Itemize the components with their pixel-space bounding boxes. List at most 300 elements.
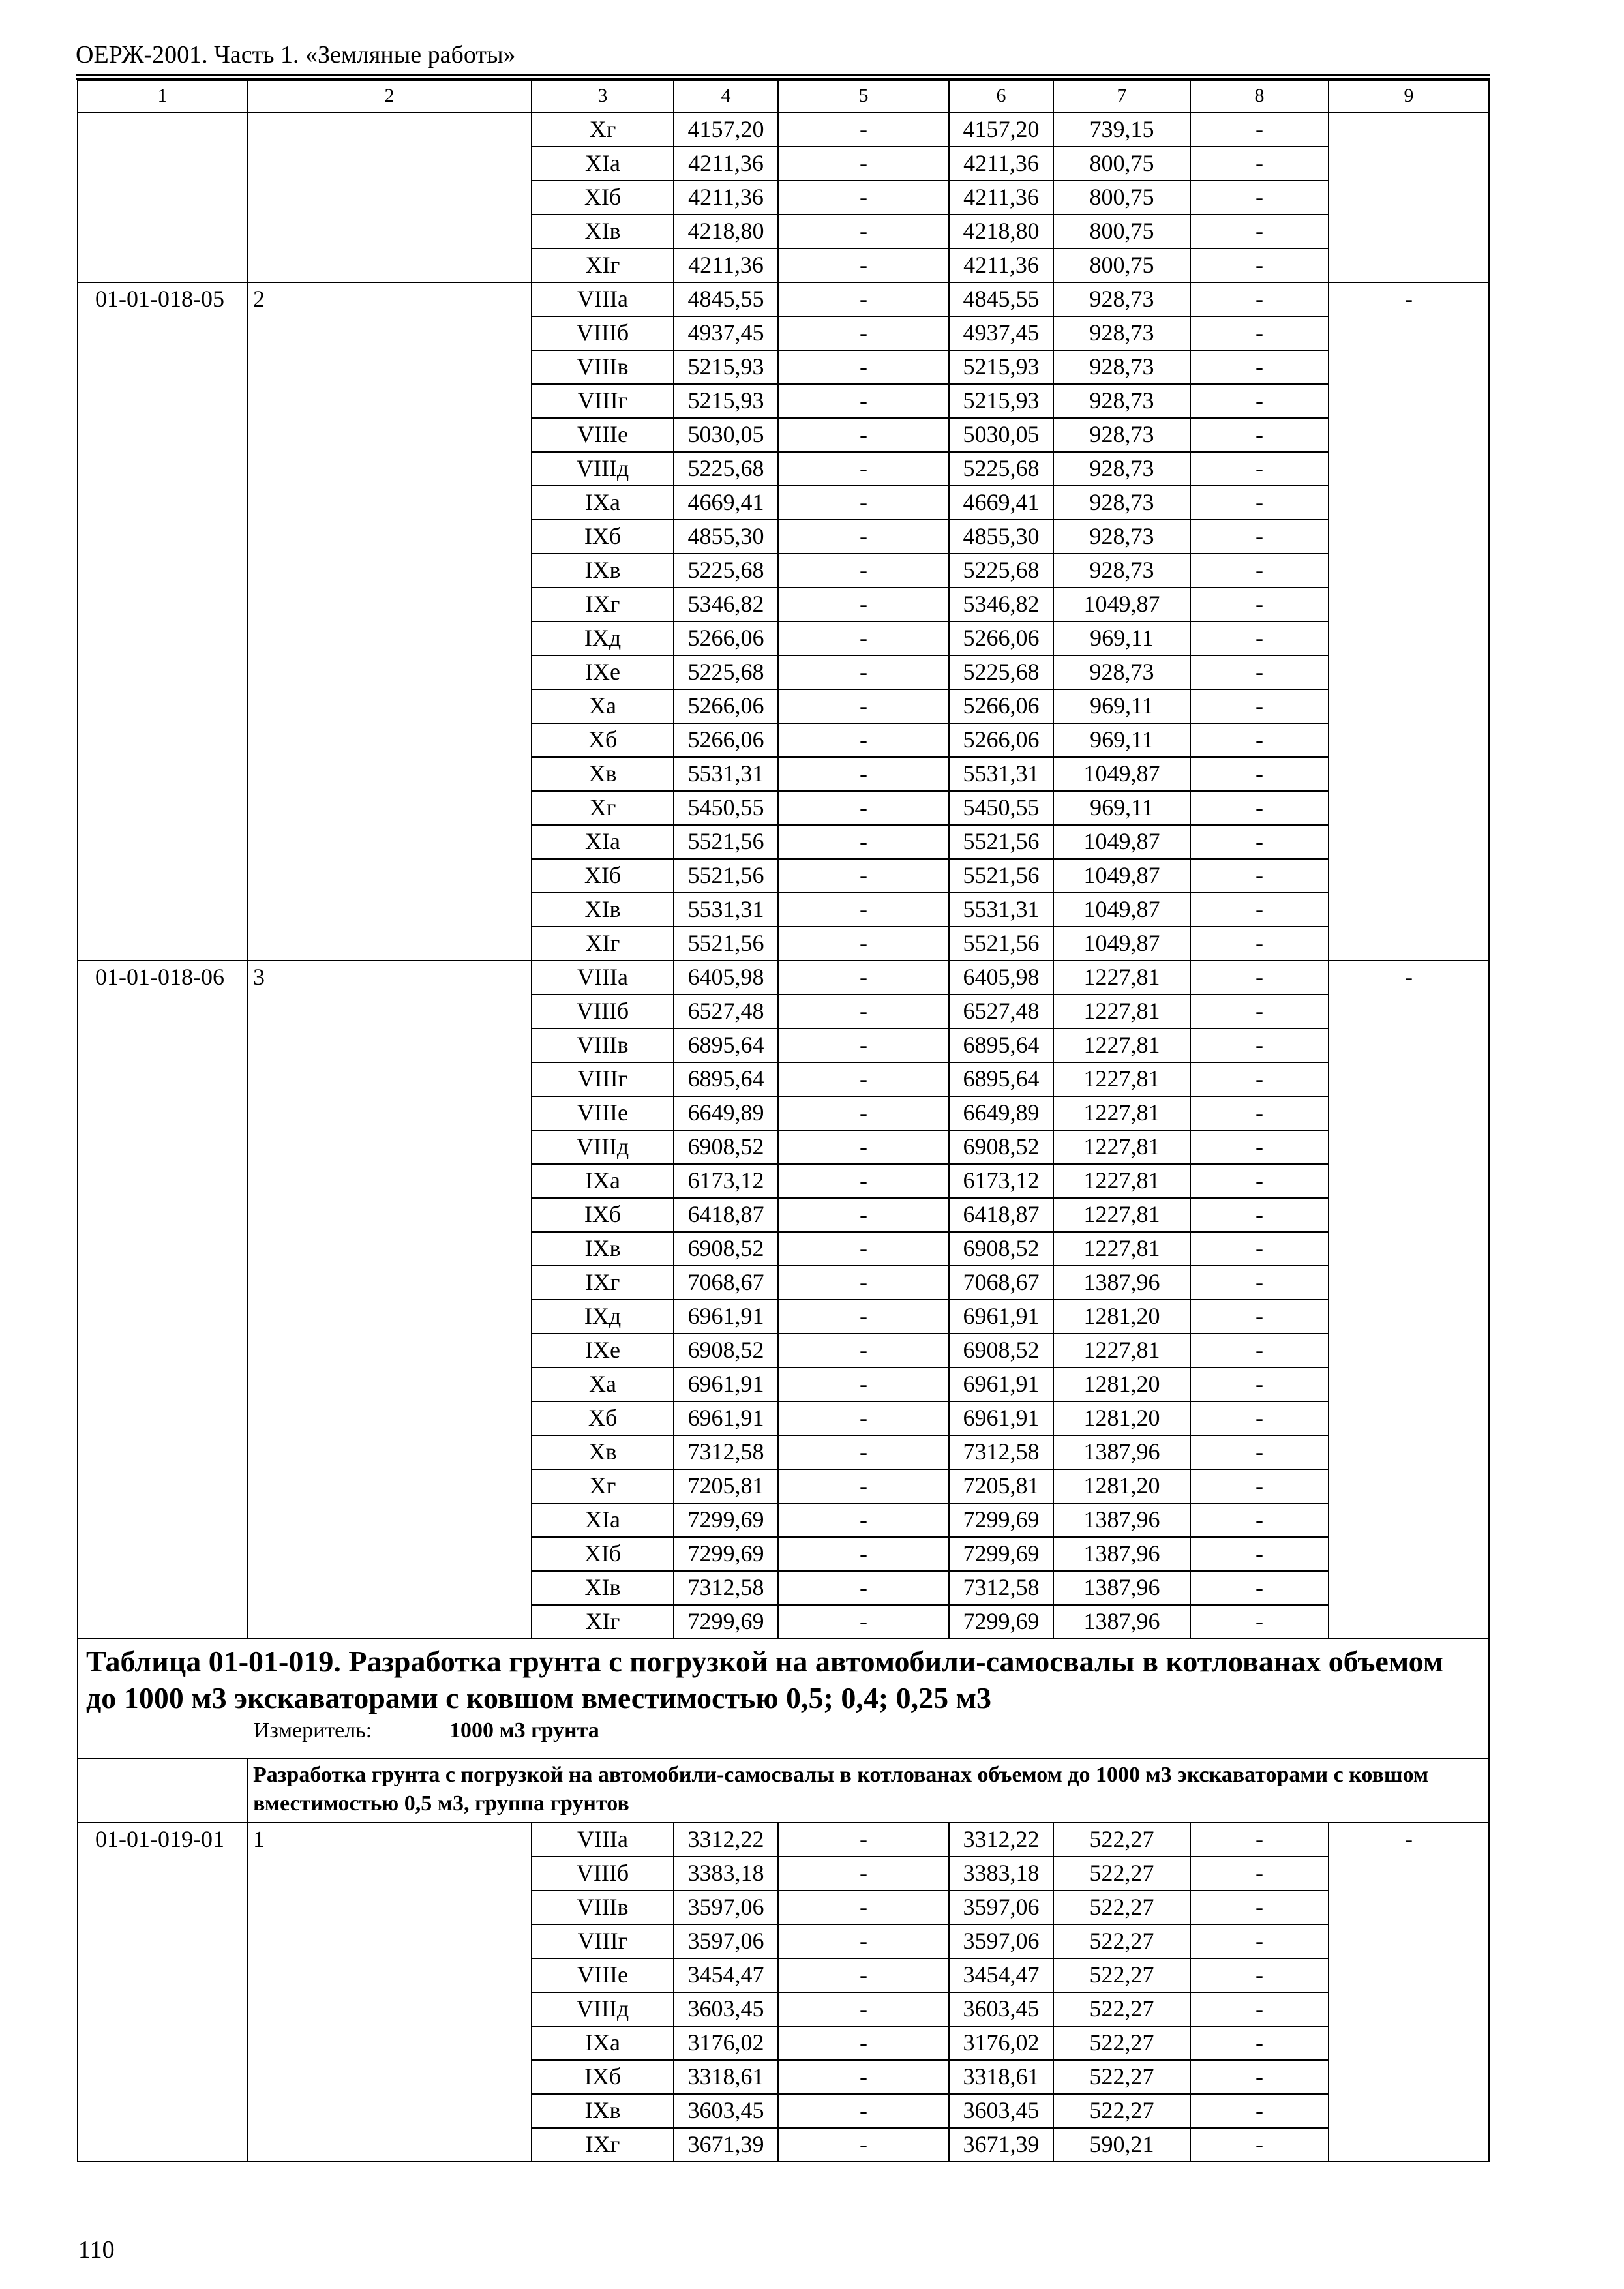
materials-costs: - [1190,961,1329,995]
labor-wages: 1227,81 [1053,961,1190,995]
equipment-costs: - [778,1096,949,1130]
labor-wages: 969,11 [1053,621,1190,655]
direct-costs: 5225,68 [674,452,778,486]
materials-costs: - [1190,113,1329,147]
column-number: 1 [78,80,247,113]
direct-costs: 5266,06 [674,621,778,655]
soil-category: VIIIе [532,1958,674,1992]
machine-costs: 3597,06 [949,1924,1053,1958]
direct-costs: 4669,41 [674,486,778,520]
machine-costs: 7299,69 [949,1605,1053,1639]
soil-category: IXд [532,621,674,655]
direct-costs: 5531,31 [674,757,778,791]
equipment-costs: - [778,384,949,418]
materials-costs: - [1190,554,1329,588]
materials-costs: - [1190,1469,1329,1503]
rate-number [247,113,532,282]
materials-costs: - [1190,927,1329,961]
soil-category: VIIIг [532,1924,674,1958]
soil-category: VIIIа [532,1823,674,1857]
direct-costs: 7299,69 [674,1605,778,1639]
equipment-costs: - [778,1924,949,1958]
materials-costs: - [1190,825,1329,859]
labor-wages: 522,27 [1053,1891,1190,1924]
direct-costs: 6173,12 [674,1164,778,1198]
direct-costs: 6961,91 [674,1300,778,1334]
equipment-costs: - [778,520,949,554]
column-number: 2 [247,80,532,113]
measure-value: 1000 м3 грунта [449,1718,599,1743]
table-title: Таблица 01-01-019. Разработка грунта с погрузкой на автомобили-самосвалы в котлованах объемом до 1000 м3 экскаваторами с ковшом вместимостью 0,5; 0,4; 0,25 м3 [86,1645,1444,1714]
materials-costs: - [1190,1300,1329,1334]
equipment-costs: - [778,316,949,350]
soil-category: IXб [532,1198,674,1232]
machine-costs: 7205,81 [949,1469,1053,1503]
direct-costs: 6908,52 [674,1130,778,1164]
soil-category: Xг [532,113,674,147]
materials-costs: - [1190,384,1329,418]
equipment-costs: - [778,1232,949,1266]
equipment-costs: - [778,689,949,723]
labor-wages: 1281,20 [1053,1401,1190,1435]
soil-category: VIIIе [532,1096,674,1130]
equipment-costs: - [778,2094,949,2128]
price-table [77,80,1490,2162]
soil-category: VIIIб [532,995,674,1028]
equipment-costs: - [778,1435,949,1469]
soil-category: VIIIв [532,1028,674,1062]
machine-costs: 6895,64 [949,1028,1053,1062]
machine-costs: 5266,06 [949,723,1053,757]
materials-costs: - [1190,486,1329,520]
labor-wages: 928,73 [1053,520,1190,554]
materials-costs: - [1190,1857,1329,1891]
direct-costs: 6418,87 [674,1198,778,1232]
equipment-costs: - [778,1300,949,1334]
direct-costs: 3597,06 [674,1891,778,1924]
direct-costs: 6908,52 [674,1232,778,1266]
direct-costs: 6908,52 [674,1334,778,1368]
soil-category: VIIIв [532,1891,674,1924]
equipment-costs: - [778,1958,949,1992]
equipment-costs: - [778,554,949,588]
equipment-costs: - [778,1537,949,1571]
materials-costs: - [1190,1266,1329,1300]
soil-category: Xв [532,757,674,791]
materials-costs: - [1190,1958,1329,1992]
equipment-costs: - [778,791,949,825]
equipment-costs: - [778,723,949,757]
soil-category: IXа [532,486,674,520]
machine-costs: 6908,52 [949,1130,1053,1164]
soil-category: Xг [532,1469,674,1503]
labor-wages: 1049,87 [1053,859,1190,893]
machine-costs: 6418,87 [949,1198,1053,1232]
labor-wages: 522,27 [1053,1857,1190,1891]
labor-wages: 1387,96 [1053,1266,1190,1300]
equipment-costs: - [778,147,949,181]
machine-costs: 5215,93 [949,350,1053,384]
materials-costs: - [1190,1096,1329,1130]
labor-wages: 1227,81 [1053,1164,1190,1198]
materials-costs: - [1190,1571,1329,1605]
machine-costs: 6908,52 [949,1334,1053,1368]
soil-category: Xв [532,1435,674,1469]
machine-costs: 6405,98 [949,961,1053,995]
equipment-costs: - [778,418,949,452]
soil-category: Xг [532,791,674,825]
labor-wages: 1049,87 [1053,893,1190,927]
labor-wages: 1227,81 [1053,1096,1190,1130]
direct-costs: 7205,81 [674,1469,778,1503]
direct-costs: 3671,39 [674,2128,778,2162]
equipment-costs: - [778,1266,949,1300]
direct-costs: 7312,58 [674,1571,778,1605]
soil-category: VIIIг [532,384,674,418]
machine-costs: 4211,36 [949,147,1053,181]
labor-wages: 928,73 [1053,452,1190,486]
equipment-costs: - [778,282,949,316]
soil-category: XIг [532,927,674,961]
direct-costs: 4211,36 [674,248,778,282]
equipment-costs: - [778,859,949,893]
equipment-costs: - [778,1891,949,1924]
equipment-costs: - [778,113,949,147]
soil-category: VIIIб [532,1857,674,1891]
table-title-row [78,1639,1489,1759]
soil-category: VIIIг [532,1062,674,1096]
direct-costs: 5225,68 [674,554,778,588]
materials-costs: - [1190,1164,1329,1198]
labor-wages: 1049,87 [1053,588,1190,621]
machine-costs: 6527,48 [949,995,1053,1028]
soil-category: IXе [532,655,674,689]
col9-value: - [1329,282,1489,961]
machine-costs: 3671,39 [949,2128,1053,2162]
rate-code: 01-01-018-06 [78,961,247,1639]
soil-category: IXв [532,1232,674,1266]
equipment-costs: - [778,1469,949,1503]
materials-costs: - [1190,2128,1329,2162]
materials-costs: - [1190,1401,1329,1435]
machine-costs: 4211,36 [949,181,1053,215]
materials-costs: - [1190,452,1329,486]
soil-category: VIIIе [532,418,674,452]
column-number: 9 [1329,80,1489,113]
machine-costs: 3176,02 [949,2026,1053,2060]
soil-category: XIб [532,181,674,215]
machine-costs: 6908,52 [949,1232,1053,1266]
equipment-costs: - [778,248,949,282]
direct-costs: 5215,93 [674,350,778,384]
soil-category: IXг [532,2128,674,2162]
equipment-costs: - [778,2060,949,2094]
labor-wages: 1227,81 [1053,1334,1190,1368]
direct-costs: 3603,45 [674,2094,778,2128]
labor-wages: 928,73 [1053,554,1190,588]
materials-costs: - [1190,859,1329,893]
equipment-costs: - [778,1164,949,1198]
equipment-costs: - [778,1028,949,1062]
column-number: 8 [1190,80,1329,113]
machine-costs: 3312,22 [949,1823,1053,1857]
direct-costs: 7068,67 [674,1266,778,1300]
labor-wages: 1049,87 [1053,757,1190,791]
col9-value: - [1329,1823,1489,2162]
labor-wages: 969,11 [1053,791,1190,825]
labor-wages: 1049,87 [1053,927,1190,961]
labor-wages: 1227,81 [1053,1028,1190,1062]
direct-costs: 3383,18 [674,1857,778,1891]
soil-category: XIа [532,1503,674,1537]
labor-wages: 928,73 [1053,418,1190,452]
labor-wages: 522,27 [1053,1823,1190,1857]
equipment-costs: - [778,1368,949,1401]
machine-costs: 5450,55 [949,791,1053,825]
materials-costs: - [1190,2060,1329,2094]
table-row [78,282,1489,316]
equipment-costs: - [778,452,949,486]
direct-costs: 6527,48 [674,995,778,1028]
machine-costs: 4937,45 [949,316,1053,350]
machine-costs: 6961,91 [949,1368,1053,1401]
measure-label: Измеритель: [254,1718,372,1743]
soil-category: Xа [532,1368,674,1401]
table-title-cell [78,1639,1489,1759]
soil-category: IXа [532,2026,674,2060]
machine-costs: 6961,91 [949,1300,1053,1334]
direct-costs: 5521,56 [674,859,778,893]
equipment-costs: - [778,1401,949,1435]
materials-costs: - [1190,1891,1329,1924]
direct-costs: 3454,47 [674,1958,778,1992]
labor-wages: 928,73 [1053,316,1190,350]
labor-wages: 1227,81 [1053,1232,1190,1266]
direct-costs: 4845,55 [674,282,778,316]
soil-category: XIг [532,1605,674,1639]
labor-wages: 928,73 [1053,384,1190,418]
machine-costs: 6649,89 [949,1096,1053,1130]
labor-wages: 1387,96 [1053,1537,1190,1571]
soil-category: IXг [532,1266,674,1300]
direct-costs: 5266,06 [674,689,778,723]
soil-category: IXа [532,1164,674,1198]
labor-wages: 969,11 [1053,723,1190,757]
materials-costs: - [1190,621,1329,655]
machine-costs: 3603,45 [949,2094,1053,2128]
materials-costs: - [1190,181,1329,215]
direct-costs: 3312,22 [674,1823,778,1857]
materials-costs: - [1190,1232,1329,1266]
materials-costs: - [1190,2026,1329,2060]
direct-costs: 5450,55 [674,791,778,825]
direct-costs: 5266,06 [674,723,778,757]
materials-costs: - [1190,1537,1329,1571]
materials-costs: - [1190,248,1329,282]
labor-wages: 800,75 [1053,147,1190,181]
equipment-costs: - [778,961,949,995]
machine-costs: 5346,82 [949,588,1053,621]
labor-wages: 928,73 [1053,350,1190,384]
labor-wages: 1227,81 [1053,1198,1190,1232]
direct-costs: 5521,56 [674,825,778,859]
direct-costs: 6405,98 [674,961,778,995]
materials-costs: - [1190,215,1329,248]
materials-costs: - [1190,588,1329,621]
equipment-costs: - [778,2128,949,2162]
subtitle-blank [78,1759,247,1823]
machine-costs: 3597,06 [949,1891,1053,1924]
equipment-costs: - [778,2026,949,2060]
direct-costs: 6649,89 [674,1096,778,1130]
equipment-costs: - [778,621,949,655]
direct-costs: 6961,91 [674,1368,778,1401]
direct-costs: 5030,05 [674,418,778,452]
materials-costs: - [1190,282,1329,316]
machine-costs: 4845,55 [949,282,1053,316]
labor-wages: 1387,96 [1053,1503,1190,1537]
labor-wages: 928,73 [1053,486,1190,520]
soil-category: XIв [532,1571,674,1605]
rate-number: 3 [247,961,532,1639]
materials-costs: - [1190,1435,1329,1469]
equipment-costs: - [778,350,949,384]
machine-costs: 4855,30 [949,520,1053,554]
soil-category: XIб [532,1537,674,1571]
soil-category: VIIIд [532,1130,674,1164]
labor-wages: 522,27 [1053,2060,1190,2094]
soil-category: IXд [532,1300,674,1334]
machine-costs: 5215,93 [949,384,1053,418]
materials-costs: - [1190,520,1329,554]
labor-wages: 522,27 [1053,1924,1190,1958]
direct-costs: 7312,58 [674,1435,778,1469]
equipment-costs: - [778,1062,949,1096]
materials-costs: - [1190,316,1329,350]
labor-wages: 1387,96 [1053,1605,1190,1639]
materials-costs: - [1190,2094,1329,2128]
col9-value: - [1329,961,1489,1639]
rate-code: 01-01-019-01 [78,1823,247,2162]
table-subtitle: Разработка грунта с погрузкой на автомобили-самосвалы в котлованах объемом до 1000 м3 экскаваторами с ковшом вместимостью 0,5 м3, группа грунтов [247,1759,1489,1823]
materials-costs: - [1190,689,1329,723]
soil-category: XIв [532,215,674,248]
table-row [78,961,1489,995]
machine-costs: 6961,91 [949,1401,1053,1435]
table-body [78,80,1489,2162]
soil-category: Xа [532,689,674,723]
equipment-costs: - [778,995,949,1028]
materials-costs: - [1190,1334,1329,1368]
machine-costs: 7299,69 [949,1503,1053,1537]
materials-costs: - [1190,1992,1329,2026]
machine-costs: 5521,56 [949,859,1053,893]
soil-category: IXе [532,1334,674,1368]
machine-costs: 7312,58 [949,1435,1053,1469]
materials-costs: - [1190,723,1329,757]
direct-costs: 3603,45 [674,1992,778,2026]
materials-costs: - [1190,757,1329,791]
table-subtitle-row [78,1759,1489,1823]
direct-costs: 4937,45 [674,316,778,350]
rate-code: 01-01-018-05 [78,282,247,961]
rate-number: 2 [247,282,532,961]
labor-wages: 928,73 [1053,282,1190,316]
machine-costs: 4669,41 [949,486,1053,520]
direct-costs: 4218,80 [674,215,778,248]
soil-category: IXг [532,588,674,621]
equipment-costs: - [778,181,949,215]
labor-wages: 522,27 [1053,1992,1190,2026]
header-rule [76,74,1490,76]
equipment-costs: - [778,825,949,859]
direct-costs: 5215,93 [674,384,778,418]
materials-costs: - [1190,655,1329,689]
direct-costs: 5521,56 [674,927,778,961]
direct-costs: 4157,20 [674,113,778,147]
labor-wages: 1281,20 [1053,1300,1190,1334]
equipment-costs: - [778,655,949,689]
column-number: 7 [1053,80,1190,113]
table-row [78,113,1489,147]
soil-category: Xб [532,1401,674,1435]
direct-costs: 7299,69 [674,1537,778,1571]
labor-wages: 969,11 [1053,689,1190,723]
machine-costs: 5521,56 [949,825,1053,859]
machine-costs: 5225,68 [949,655,1053,689]
column-number-row [78,80,1489,113]
equipment-costs: - [778,1571,949,1605]
soil-category: XIа [532,147,674,181]
direct-costs: 3318,61 [674,2060,778,2094]
machine-costs: 5521,56 [949,927,1053,961]
materials-costs: - [1190,350,1329,384]
materials-costs: - [1190,147,1329,181]
equipment-costs: - [778,486,949,520]
equipment-costs: - [778,1503,949,1537]
direct-costs: 6895,64 [674,1062,778,1096]
machine-costs: 5531,31 [949,757,1053,791]
labor-wages: 1387,96 [1053,1435,1190,1469]
materials-costs: - [1190,1924,1329,1958]
materials-costs: - [1190,1028,1329,1062]
materials-costs: - [1190,1368,1329,1401]
machine-costs: 6895,64 [949,1062,1053,1096]
equipment-costs: - [778,588,949,621]
machine-costs: 5030,05 [949,418,1053,452]
soil-category: IXб [532,520,674,554]
soil-category: IXв [532,2094,674,2128]
materials-costs: - [1190,995,1329,1028]
equipment-costs: - [778,757,949,791]
equipment-costs: - [778,1605,949,1639]
soil-category: VIIIв [532,350,674,384]
equipment-costs: - [778,893,949,927]
direct-costs: 4211,36 [674,147,778,181]
soil-category: XIг [532,248,674,282]
labor-wages: 1281,20 [1053,1469,1190,1503]
equipment-costs: - [778,1130,949,1164]
labor-wages: 1387,96 [1053,1571,1190,1605]
materials-costs: - [1190,418,1329,452]
table-row [78,1823,1489,1857]
direct-costs: 7299,69 [674,1503,778,1537]
machine-costs: 5531,31 [949,893,1053,927]
labor-wages: 800,75 [1053,248,1190,282]
labor-wages: 800,75 [1053,181,1190,215]
machine-costs: 4211,36 [949,248,1053,282]
equipment-costs: - [778,927,949,961]
